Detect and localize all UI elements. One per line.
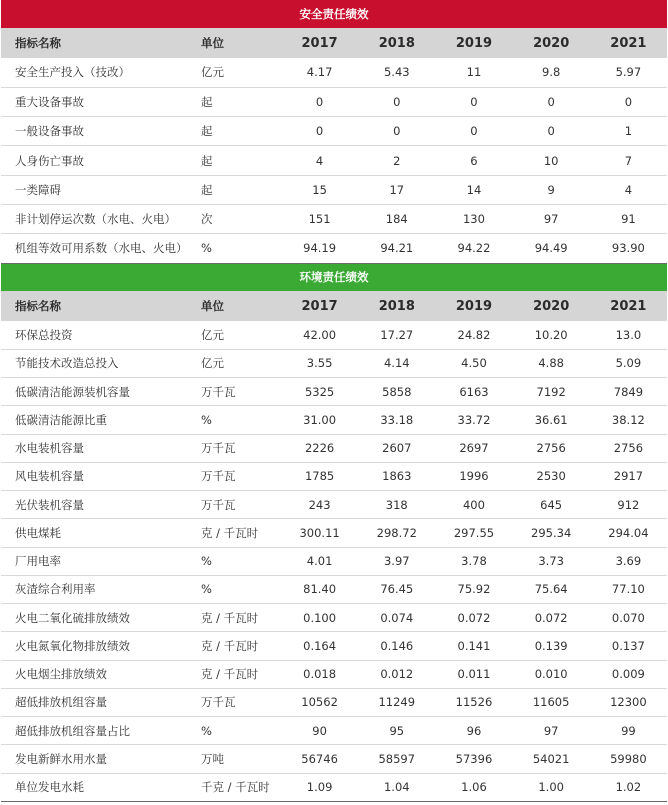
table-row (1, 462, 667, 490)
cell-value: 56746 (281, 745, 358, 773)
table-row (1, 745, 667, 773)
cell-value: 5.09 (590, 349, 667, 377)
cell-value: 14 (435, 175, 512, 204)
header-name: 指标名称 (15, 36, 61, 50)
row-label: 水电装机容量 (1, 434, 191, 462)
cell-value: 3.97 (358, 547, 435, 575)
cell-value: 99 (590, 717, 667, 745)
cell-value: 5858 (358, 378, 435, 406)
cell-value: 318 (358, 491, 435, 519)
row-label: 灰渣综合利用率 (1, 575, 191, 603)
cell-value: 2917 (590, 462, 667, 490)
row-unit: 起 (191, 117, 281, 146)
cell-value: 0.018 (281, 660, 358, 688)
safety-banner (1, 0, 667, 28)
table-row (1, 604, 667, 632)
cell-value: 1.00 (513, 773, 590, 801)
cell-value: 54021 (513, 745, 590, 773)
row-unit: 万千瓦 (191, 378, 281, 406)
cell-value: 2 (358, 146, 435, 175)
header-unit: 单位 (201, 299, 224, 314)
table-row (1, 234, 667, 263)
header-name: 指标名称 (15, 299, 61, 314)
cell-value: 17 (358, 175, 435, 204)
safety-rows (1, 58, 667, 263)
table-row (1, 773, 667, 801)
cell-value: 2697 (435, 434, 512, 462)
row-unit: 千克 / 千瓦时 (191, 773, 281, 801)
cell-value: 4.88 (513, 349, 590, 377)
header-year: 2018 (378, 35, 415, 51)
cell-value: 1785 (281, 462, 358, 490)
cell-value: 3.73 (513, 547, 590, 575)
table-row (1, 58, 667, 87)
row-unit: 亿元 (191, 321, 281, 349)
cell-value: 90 (281, 717, 358, 745)
cell-value: 13.0 (590, 321, 667, 349)
cell-value: 75.92 (435, 575, 512, 603)
cell-value: 93.90 (590, 234, 667, 263)
cell-value: 6163 (435, 378, 512, 406)
cell-value: 243 (281, 491, 358, 519)
cell-value: 0.139 (513, 632, 590, 660)
row-label: 非计划停运次数（水电、火电） (1, 204, 191, 233)
row-label: 重大设备事故 (1, 87, 191, 116)
cell-value: 1.06 (435, 773, 512, 801)
cell-value: 130 (435, 204, 512, 233)
cell-value: 7849 (590, 378, 667, 406)
row-label: 火电二氧化硫排放绩效 (1, 604, 191, 632)
cell-value: 1.04 (358, 773, 435, 801)
cell-value: 4 (590, 175, 667, 204)
row-label: 风电装机容量 (1, 462, 191, 490)
cell-value: 297.55 (435, 519, 512, 547)
cell-value: 3.78 (435, 547, 512, 575)
cell-value: 57396 (435, 745, 512, 773)
performance-tables (1, 0, 667, 802)
cell-value: 2756 (513, 434, 590, 462)
cell-value: 58597 (358, 745, 435, 773)
environment-section-header (1, 263, 667, 321)
row-label: 火电氮氧化物排放绩效 (1, 632, 191, 660)
table-row (1, 717, 667, 745)
cell-value: 11526 (435, 688, 512, 716)
environment-title: 环境责任绩效 (299, 270, 369, 285)
safety-section-header (1, 0, 667, 58)
table-row (1, 575, 667, 603)
header-year: 2020 (533, 35, 570, 51)
cell-value: 94.19 (281, 234, 358, 263)
cell-value: 1.09 (281, 773, 358, 801)
cell-value: 24.82 (435, 321, 512, 349)
cell-value: 0 (281, 117, 358, 146)
cell-value: 7 (590, 146, 667, 175)
table-row (1, 406, 667, 434)
row-label: 低碳清洁能源比重 (1, 406, 191, 434)
cell-value: 0.074 (358, 604, 435, 632)
row-unit: 克 / 千瓦时 (191, 604, 281, 632)
cell-value: 295.34 (513, 519, 590, 547)
row-unit: % (191, 406, 281, 434)
cell-value: 75.64 (513, 575, 590, 603)
cell-value: 5.97 (590, 58, 667, 87)
table-row (1, 547, 667, 575)
cell-value: 0 (358, 87, 435, 116)
row-unit: 亿元 (191, 58, 281, 87)
table-row (1, 175, 667, 204)
cell-value: 645 (513, 491, 590, 519)
cell-value: 0 (281, 87, 358, 116)
cell-value: 97 (513, 204, 590, 233)
cell-value: 10 (513, 146, 590, 175)
cell-value: 94.49 (513, 234, 590, 263)
cell-value: 1863 (358, 462, 435, 490)
table-row (1, 117, 667, 146)
table-row (1, 632, 667, 660)
cell-value: 0.141 (435, 632, 512, 660)
cell-value: 4.50 (435, 349, 512, 377)
row-label: 环保总投资 (1, 321, 191, 349)
row-unit: 克 / 千瓦时 (191, 519, 281, 547)
cell-value: 33.72 (435, 406, 512, 434)
cell-value: 0.010 (513, 660, 590, 688)
cell-value: 15 (281, 175, 358, 204)
row-label: 一般设备事故 (1, 117, 191, 146)
row-unit: % (191, 234, 281, 263)
cell-value: 95 (358, 717, 435, 745)
cell-value: 91 (590, 204, 667, 233)
header-year: 2019 (455, 35, 493, 51)
cell-value: 9 (513, 175, 590, 204)
cell-value: 4.14 (358, 349, 435, 377)
header-year: 2018 (378, 298, 415, 314)
header-unit: 单位 (201, 36, 224, 50)
header-year: 2019 (455, 298, 493, 314)
row-unit: 万千瓦 (191, 491, 281, 519)
cell-value: 0 (513, 87, 590, 116)
row-unit: 克 / 千瓦时 (191, 660, 281, 688)
cell-value: 912 (590, 491, 667, 519)
header-year: 2020 (533, 298, 570, 314)
row-label: 一类障碍 (1, 175, 191, 204)
cell-value: 0.011 (435, 660, 512, 688)
cell-value: 96 (435, 717, 512, 745)
row-label: 低碳清洁能源装机容量 (1, 378, 191, 406)
header-year: 2017 (301, 298, 338, 314)
cell-value: 0.009 (590, 660, 667, 688)
cell-value: 3.55 (281, 349, 358, 377)
cell-value: 0.137 (590, 632, 667, 660)
cell-value: 151 (281, 204, 358, 233)
cell-value: 300.11 (281, 519, 358, 547)
table-row (1, 491, 667, 519)
cell-value: 5325 (281, 378, 358, 406)
header-year: 2021 (610, 35, 647, 51)
cell-value: 38.12 (590, 406, 667, 434)
row-label: 超低排放机组容量占比 (1, 717, 191, 745)
row-label: 光伏装机容量 (1, 491, 191, 519)
cell-value: 294.04 (590, 519, 667, 547)
cell-value: 97 (513, 717, 590, 745)
row-unit: % (191, 575, 281, 603)
row-unit: 万千瓦 (191, 688, 281, 716)
row-unit: 亿元 (191, 349, 281, 377)
cell-value: 0 (435, 87, 512, 116)
cell-value: 298.72 (358, 519, 435, 547)
row-unit: 克 / 千瓦时 (191, 632, 281, 660)
row-label: 供电煤耗 (1, 519, 191, 547)
cell-value: 33.18 (358, 406, 435, 434)
cell-value: 11605 (513, 688, 590, 716)
cell-value: 0 (590, 87, 667, 116)
table-row (1, 321, 667, 349)
cell-value: 184 (358, 204, 435, 233)
row-label: 火电烟尘排放绩效 (1, 660, 191, 688)
cell-value: 2607 (358, 434, 435, 462)
row-label: 超低排放机组容量 (1, 688, 191, 716)
cell-value: 7192 (513, 378, 590, 406)
performance-table (1, 0, 667, 802)
cell-value: 31.00 (281, 406, 358, 434)
table-row (1, 87, 667, 116)
table-row (1, 146, 667, 175)
cell-value: 10562 (281, 688, 358, 716)
cell-value: 0.012 (358, 660, 435, 688)
table-row (1, 688, 667, 716)
cell-value: 0.070 (590, 604, 667, 632)
cell-value: 0 (358, 117, 435, 146)
row-label: 发电新鲜水用水量 (1, 745, 191, 773)
row-label: 节能技术改造总投入 (1, 349, 191, 377)
table-row (1, 204, 667, 233)
cell-value: 3.69 (590, 547, 667, 575)
safety-title: 安全责任绩效 (299, 7, 369, 21)
cell-value: 4.01 (281, 547, 358, 575)
cell-value: 2530 (513, 462, 590, 490)
cell-value: 9.8 (513, 58, 590, 87)
cell-value: 0.164 (281, 632, 358, 660)
cell-value: 59980 (590, 745, 667, 773)
cell-value: 2756 (590, 434, 667, 462)
safety-column-header (1, 28, 667, 58)
row-unit: 次 (191, 204, 281, 233)
cell-value: 6 (435, 146, 512, 175)
cell-value: 76.45 (358, 575, 435, 603)
cell-value: 0.100 (281, 604, 358, 632)
row-unit: 万吨 (191, 745, 281, 773)
cell-value: 94.22 (435, 234, 512, 263)
table-row (1, 519, 667, 547)
environment-column-header (1, 291, 667, 321)
cell-value: 36.61 (513, 406, 590, 434)
row-unit: 起 (191, 87, 281, 116)
row-label: 机组等效可用系数（水电、火电） (1, 234, 191, 263)
cell-value: 10.20 (513, 321, 590, 349)
table-row (1, 660, 667, 688)
row-label: 单位发电水耗 (1, 773, 191, 801)
cell-value: 12300 (590, 688, 667, 716)
environment-rows (1, 321, 667, 801)
cell-value: 94.21 (358, 234, 435, 263)
cell-value: 2226 (281, 434, 358, 462)
header-year: 2017 (301, 35, 338, 51)
cell-value: 11 (435, 58, 512, 87)
table-row (1, 378, 667, 406)
cell-value: 0.072 (435, 604, 512, 632)
cell-value: 17.27 (358, 321, 435, 349)
cell-value: 0 (513, 117, 590, 146)
row-unit: % (191, 717, 281, 745)
cell-value: 1.02 (590, 773, 667, 801)
row-label: 厂用电率 (1, 547, 191, 575)
header-year: 2021 (610, 298, 647, 314)
cell-value: 1 (590, 117, 667, 146)
cell-value: 0 (435, 117, 512, 146)
table-row (1, 349, 667, 377)
cell-value: 5.43 (358, 58, 435, 87)
row-unit: 起 (191, 146, 281, 175)
cell-value: 4 (281, 146, 358, 175)
row-unit: 起 (191, 175, 281, 204)
row-label: 人身伤亡事故 (1, 146, 191, 175)
cell-value: 400 (435, 491, 512, 519)
cell-value: 0.072 (513, 604, 590, 632)
cell-value: 77.10 (590, 575, 667, 603)
table-row (1, 434, 667, 462)
cell-value: 81.40 (281, 575, 358, 603)
cell-value: 0.146 (358, 632, 435, 660)
cell-value: 4.17 (281, 58, 358, 87)
row-unit: 万千瓦 (191, 462, 281, 490)
cell-value: 1996 (435, 462, 512, 490)
row-unit: 万千瓦 (191, 434, 281, 462)
row-label: 安全生产投入（技改） (1, 58, 191, 87)
cell-value: 11249 (358, 688, 435, 716)
row-unit: % (191, 547, 281, 575)
environment-banner (1, 263, 667, 291)
cell-value: 42.00 (281, 321, 358, 349)
